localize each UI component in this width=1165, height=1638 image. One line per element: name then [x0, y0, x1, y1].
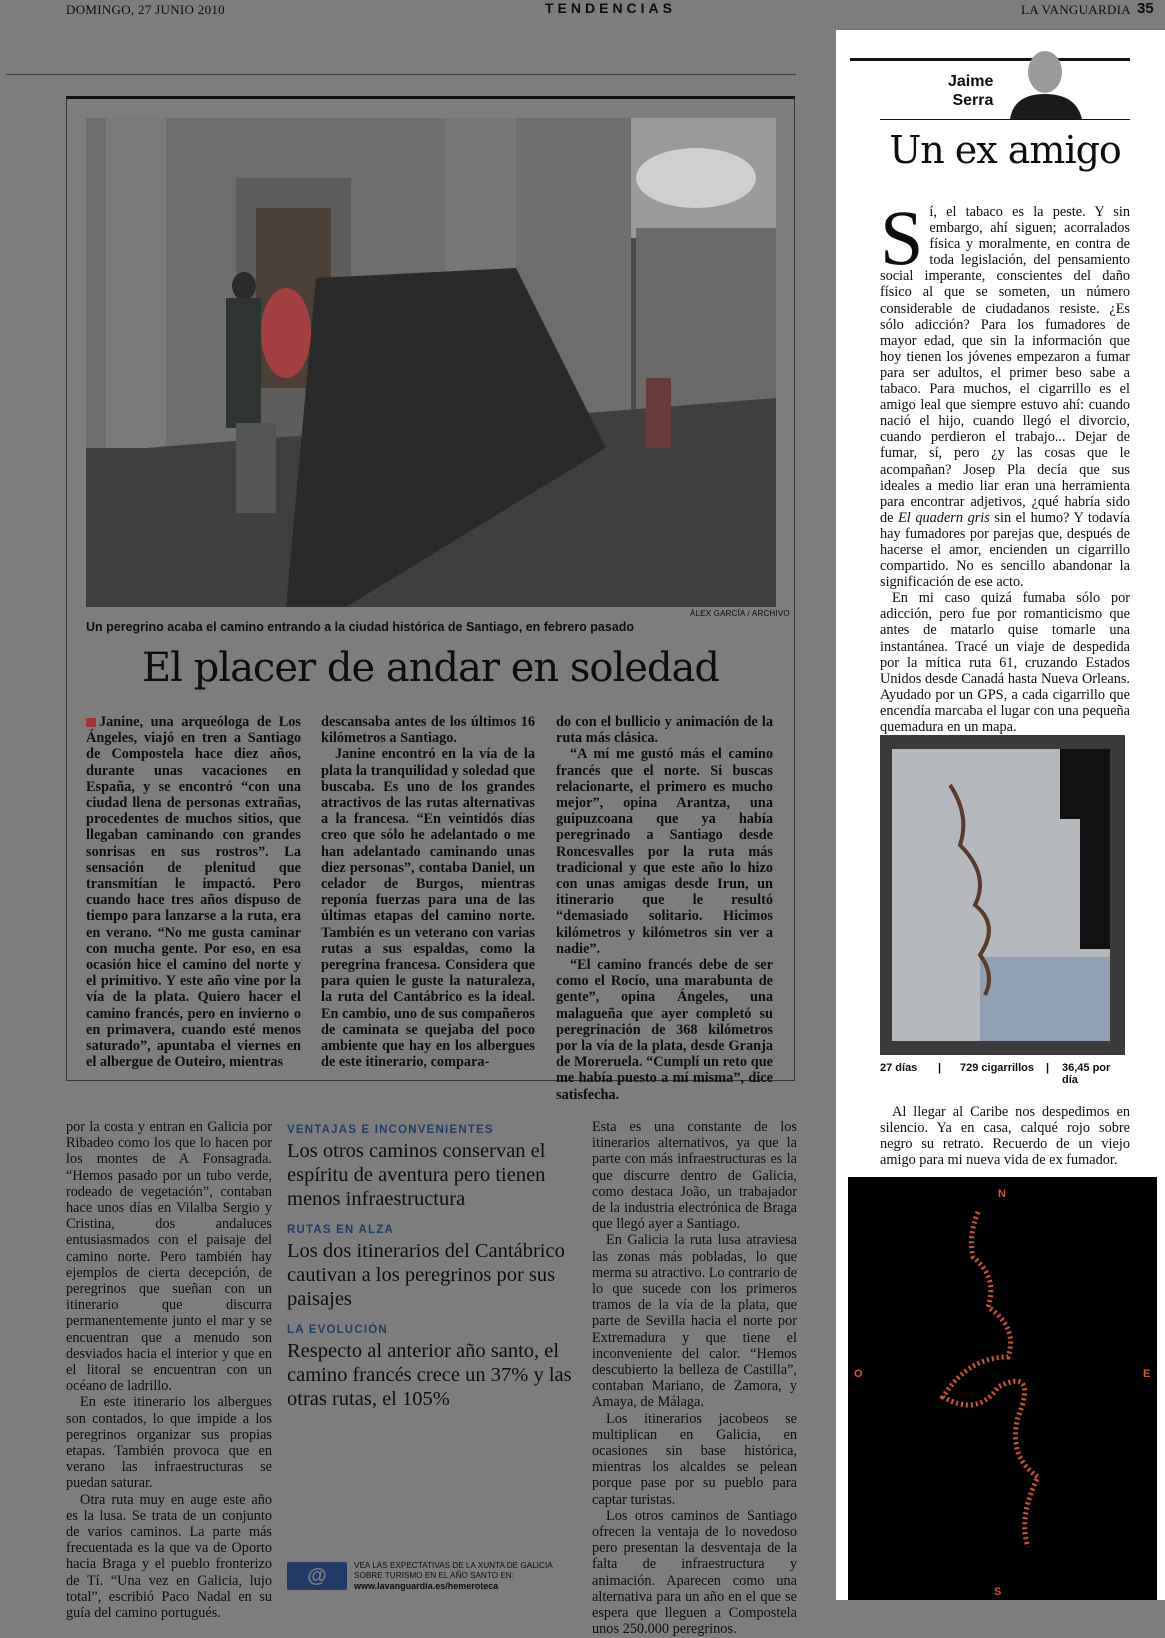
body-paragraph: do con el bullicio y animación de la ruta más clásica. — [556, 714, 773, 747]
lower-article-col-1 — [66, 1119, 272, 1621]
body-paragraph: descansaba antes de los últimos 16 kilómetros a Santiago. — [321, 714, 535, 747]
drop-cap: S — [880, 194, 924, 281]
column-paragraph-end: sin el humo? Y todavía hay fumadores por parejas que, después de hacerse el amor, encienden un cigarrillo compartido. No es sencillo abandonar la significación de ese acto. — [880, 509, 1130, 591]
web-promo[interactable] — [287, 1558, 572, 1593]
author-first-name: Jaime — [948, 73, 994, 90]
main-article-col-3 — [556, 714, 773, 1103]
header-paper-name: LA VANGUARDIA — [1021, 2, 1131, 17]
main-article-col-1 — [86, 714, 301, 1070]
column-paragraph: En mi caso quizá fumaba sólo por adicción, pero fue por romanticismo que antes de matarlo quise tomarle una instantánea. Tracé un viaje de despedida por la mítica ruta 61, cruzando Estados Unidos desde Canadá hasta Nueva Orleans. Ayudado por un GPS, a cada cigarrillo que encendía marcaba el lugar con una pequeña quemadura en un mapa. — [880, 590, 1130, 735]
highlights-sidebar — [287, 1124, 572, 1411]
author-portrait-illustration — [1002, 44, 1088, 119]
column-paragraph: í, el tabaco es la peste. Y sin embargo, ahí siguen; acorralados física y moralmente, en contra de toda legislación, del pensamiento social imperante, conscientes del daño físico al que se someten, un número considerable de ciudadanos resiste. ¿Es sólo adicción? Para los fumadores de mayor edad, que sin la información que hoy tienen los jóvenes empezaron a fumar para ser adultos, el primer beso sabe a tabaco. Para muchos, el cigarrillo es el amigo leal que siempre estuvo ahí: cuando nació el hijo, cuando llegó el divorcio, cuando perdieron el trabajo... Dejar de fumar, sí, pero ¿y las cosas que le acompañan? Josep Pla decía que sus ideales a medio liar eran una herramienta para encontrar adjetivos, ¿qué habría sido de — [880, 204, 1130, 526]
body-paragraph: por la costa y entran en Galicia por Ribadeo como los que lo hacen por los montes de A Fonsagrada. “Hemos pasado por un tubo verde, rodeado de vegetación”, contaban hace unos días en Vilalba Sergio y Cristina, dos andaluces entusiasmados con el paisaje del camino norte. Pero también hay ejemplos de cierta decepción, de peregrinos que sueñan con un itinerario que discurra permanentemente junto el mar y se encuentran que a menudo son desviados hacia el interior y que en el litoral se encuentran con un océano de ladrillo. — [66, 1119, 272, 1395]
body-paragraph: “A mí me gustó más el camino francés que el norte. Si buscas relacionarte, el primero es mucho mejor”, opina Arantza, una guipuzcoana que ya había peregrinado a Santiago desde Roncesvalles por la ruta más tradicional y que este año lo hizo con unas amigas desde Irun, un itinerario que le resultó “demasiado solitario. Hicimos kilómetros y kilómetros sin ver a nadie”. — [556, 746, 773, 957]
photo-credit: ÀLEX GARCÍA / ARCHIVO — [690, 609, 790, 618]
body-paragraph: Esta es una constante de los itinerarios alternativos, ya que la parte con más infraestructuras es la que discurre dentro de Galicia, como destaca João, un trabajador de la industria electrónica de Braga que llegó ayer a Santiago. — [592, 1119, 797, 1233]
stat-per-day: 36,45 por día — [1062, 1062, 1111, 1086]
column-paragraph: Al llegar al Caribe nos despedimos en silencio. Ya en casa, calqué rojo sobre negro su retrato. Recuerdo de un viejo amigo para mi nueva vida de ex fumador. — [880, 1104, 1130, 1169]
compass-west: O — [854, 1368, 863, 1380]
main-article-col-2 — [321, 714, 535, 1070]
author-last-name: Serra — [952, 92, 994, 109]
body-paragraph: Los otros caminos de Santiago ofrecen la ventaja de lo novedoso pero presentan la desventaja de la falta de infraestructura y animación. Aparecen como una alternativa para un año en el que se espera que lleguen a Compostela unos 250.000 peregrinos. — [592, 1507, 797, 1638]
body-paragraph: Otra ruta muy en auge este año es la lusa. Se trata de un conjunto de varios caminos. La parte más frecuentada es la que va de Oporto hacia Braga y el pueblo fronterizo de Tí. “Una vez en Galicia, lujo total”, escribió Paco Nadal en su guía del camino portugués. — [66, 1491, 272, 1622]
section-mark-icon — [86, 718, 96, 727]
trip-stats — [880, 1060, 1125, 1086]
stat-divider-2: | — [1046, 1062, 1050, 1074]
column-closing — [880, 1104, 1130, 1168]
column-title: Un ex amigo — [889, 128, 1121, 172]
main-headline: El placer de andar en soledad — [141, 645, 720, 691]
author-top-rule — [850, 58, 1130, 61]
author-name — [948, 72, 993, 110]
burned-map-photo — [880, 735, 1125, 1055]
highlight-tag: LA EVOLUCIÓN — [287, 1324, 388, 1336]
route-tracing-map — [848, 1177, 1157, 1600]
stat-days: 27 días — [880, 1062, 918, 1074]
page-header — [0, 0, 1165, 22]
promo-link[interactable]: www.lavanguardia.es/hemeroteca — [354, 1581, 499, 1591]
burned-map-illustration — [880, 735, 1125, 1055]
highlight-text: Los otros caminos conservan el espíritu de aventura pero tienen menos infraestructura — [287, 1140, 546, 1210]
author-bottom-rule — [880, 119, 1130, 120]
column-body — [880, 194, 1130, 735]
top-divider — [6, 74, 796, 75]
lower-article-col-3 — [592, 1119, 797, 1638]
compass-south: S — [994, 1586, 1002, 1598]
body-paragraph: En este itinerario los albergues son contados, lo que impide a los peregrinos organizar sus propias etapas. También provoca que en verano las infraestructuras se puedan saturar. — [66, 1394, 272, 1492]
body-paragraph: Los itinerarios jacobeos se multiplican en Galicia, en ocasiones sin base histórica, mientras los alcaldes se pelean porque pase por su pueblo para captar turistas. — [592, 1410, 797, 1508]
compass-north: N — [998, 1188, 1006, 1200]
pilgrim-photo — [86, 118, 776, 607]
header-page-number: 35 — [1137, 0, 1154, 17]
body-paragraph: Janine encontró en la vía de la plata la tranquilidad y soledad que buscaba. Es uno de los grandes atractivos de las rutas alternativas a la francesa. “En veintidós días creo que sólo he adelantado o me han adelantado caminando unas diez personas”, contaba Daniel, un celador de Burgos, mientras reponía fuerzas para una de las últimas etapas del camino norte. También es un veterano con varias rutas a sus espaldas, como la peregrina francesa. Considera que para quien le guste la naturaleza, la ruta del Cantábrico es la ideal. En cambio, uno de sus compañeros de caminata se quejaba del poco ambiente que hay en los albergues de este itinerario, compara- — [321, 746, 535, 1071]
photo-caption: Un peregrino acaba el camino entrando a la ciudad histórica de Santiago, en febrero pasado — [86, 620, 635, 634]
book-title: El quadern gris — [898, 509, 990, 526]
pilgrim-photo-illustration — [86, 118, 776, 607]
route-tracing-illustration — [848, 1177, 1157, 1600]
header-date: DOMINGO, 27 JUNIO 2010 — [66, 2, 225, 17]
body-paragraph: “El camino francés debe de ser como el Rocío, una marabunta de gente”, opina Ángeles, una malagueña que ayer completó su peregrinación de 368 kilómetros por la vía de la plata, desde Granja de Moreruela. “Cumplí un reto que me había puesto a mí misma”, dice satisfecha. — [556, 957, 773, 1103]
highlight-tag: VENTAJAS E INCONVENIENTES — [287, 1124, 494, 1136]
compass-east: E — [1143, 1368, 1151, 1380]
header-section: TENDENCIAS — [545, 0, 677, 16]
body-paragraph: Janine, una arqueóloga de Los Ángeles, viajó en tren a Santiago de Compostela hace diez años, durante unas vacaciones en España, y se encontró “con una ciudad llena de personas extrañas, procedentes de muchos sitios, que llegaban caminando con grandes sonrisas en sus rostros”. La sensación de plenitud que transmitían le impactó. Pero cuando hace tres años dispuso de tiempo para lanzarse a la ruta, era en verano. “No me gusta caminar con mucha gente. Por eso, en esa ocasión hice el camino del norte y el primitivo. Y este año vine por la vía de la plata. Quiero hacer el camino francés, pero en invierno o en primavera, cuando esté menos saturado”, apuntaba el viernes en el albergue de Outeiro, mientras — [86, 714, 301, 1071]
at-sign-icon: @ — [287, 1562, 347, 1590]
stat-cigarettes: 729 cigarrillos — [960, 1062, 1034, 1074]
promo-line: VEA LAS EXPECTATIVAS DE LA XUNTA DE GALICIA SOBRE TURISMO EN EL AÑO SANTO EN: — [354, 1561, 553, 1580]
highlight-text: Los dos itinerarios del Cantábrico cautivan a los peregrinos por sus paisajes — [287, 1240, 565, 1310]
body-paragraph: En Galicia la ruta lusa atraviesa las zonas más pobladas, lo que merma su atractivo. Lo contrario de lo que sucede con los primeros tramos de la vía de la plata, que parte de Sevilla hacia el norte por Extremadura y que tiene el inconveniente del calor. “Hemos descubierto la belleza de Castilla”, contaban Mariano, de Zamora, y Amaya, de Málaga. — [592, 1232, 797, 1411]
highlight-tag: RUTAS EN ALZA — [287, 1224, 394, 1236]
highlight-text: Respecto al anterior año santo, el camino francés crece un 37% y las otras rutas, el 105% — [287, 1340, 572, 1410]
stat-divider-1: | — [938, 1062, 942, 1074]
promo-text — [354, 1561, 579, 1591]
author-portrait — [1002, 44, 1088, 119]
